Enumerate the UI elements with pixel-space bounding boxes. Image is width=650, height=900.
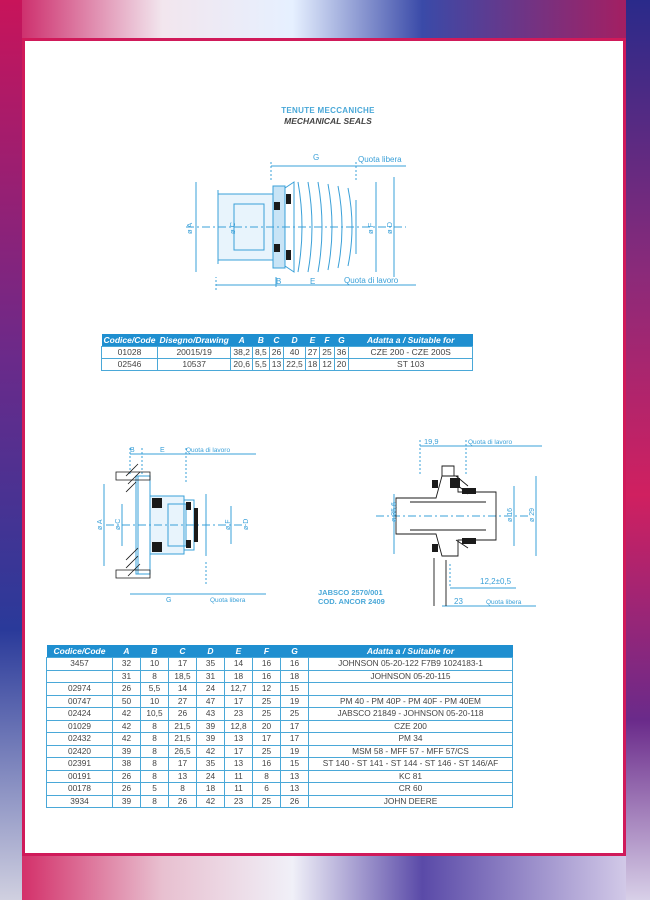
table-row [47, 708, 513, 721]
jabsco-caption-line2: COD. ANCOR 2409 [318, 597, 385, 606]
cell: ST 103 [349, 359, 473, 371]
cell: 31 [197, 670, 225, 683]
cell: 12 [320, 359, 334, 371]
cell: 26,5 [169, 745, 197, 758]
cell: 20,6 [231, 359, 253, 371]
cell: 3457 [47, 658, 113, 671]
table-row [47, 695, 513, 708]
cell: 13 [269, 359, 283, 371]
cell: 23 [225, 795, 253, 808]
col-header: B [141, 645, 169, 658]
col-header: Adatta a / Suitable for [349, 334, 473, 347]
cell: 16 [253, 658, 281, 671]
dim-c-label: ø C [115, 518, 122, 530]
cell: 23 [225, 708, 253, 721]
col-header: Disegno/Drawing [159, 335, 229, 345]
col-header: G [334, 334, 348, 347]
frame-top [0, 0, 650, 38]
cell: 8 [141, 733, 169, 746]
cell: KC 81 [309, 770, 513, 783]
cell: 16 [253, 758, 281, 771]
cell: 39 [113, 745, 141, 758]
cell: 13 [169, 770, 197, 783]
cell: 5 [141, 783, 169, 796]
table-row [47, 783, 513, 796]
page-title-english: MECHANICAL SEALS [284, 116, 372, 126]
col-header: F [253, 645, 281, 658]
dim-b-label: B [276, 277, 282, 286]
col-header: D [197, 645, 225, 658]
cell: 18 [225, 670, 253, 683]
cell: 27 [305, 347, 319, 359]
seal-drawing-2 [86, 444, 266, 606]
col-header: Adatta a / Suitable for [309, 645, 513, 658]
cell: 39 [113, 795, 141, 808]
cell: 8 [141, 795, 169, 808]
cell: 38 [113, 758, 141, 771]
cell: 02974 [47, 683, 113, 696]
cell: 11 [225, 783, 253, 796]
seal-drawing-1 [176, 142, 436, 292]
dim-d-label: ø D [243, 518, 250, 530]
cell: 8 [141, 770, 169, 783]
cell: 17 [253, 733, 281, 746]
cell: 25 [253, 695, 281, 708]
cell: 00191 [47, 770, 113, 783]
cell: 43 [197, 708, 225, 721]
cell: 39 [197, 733, 225, 746]
cell: 15 [281, 683, 309, 696]
quota-libera-label: Quota libera [358, 155, 402, 164]
cell: 25 [253, 795, 281, 808]
page-content [26, 42, 622, 852]
col-header: Codice/Code [103, 335, 156, 345]
cell: 13 [281, 783, 309, 796]
cell: 18 [305, 359, 319, 371]
cell: 42 [197, 745, 225, 758]
cell: 32 [113, 658, 141, 671]
cell: 8 [141, 720, 169, 733]
dim-f-label: ø F [366, 222, 375, 234]
dim-f-label: ø F [225, 519, 232, 530]
cell: 16 [253, 670, 281, 683]
cell: 8 [141, 745, 169, 758]
dim-b-label: B [130, 447, 135, 454]
cell: 10,5 [141, 708, 169, 721]
cell: 17 [225, 745, 253, 758]
cell: 35 [197, 658, 225, 671]
cell: 50 [113, 695, 141, 708]
cell: 11 [225, 770, 253, 783]
cell: 27 [169, 695, 197, 708]
cell: CR 60 [309, 783, 513, 796]
frame-right [626, 0, 650, 900]
table-row [47, 770, 513, 783]
table-row [102, 347, 473, 359]
cell: 25 [281, 708, 309, 721]
dim-d-label: ø D [385, 221, 394, 234]
cell: 40 [284, 347, 306, 359]
cell: 02546 [102, 359, 158, 371]
cell: 22,5 [284, 359, 306, 371]
cell: MSM 58 - MFF 57 - MFF 57/CS [309, 745, 513, 758]
col-header: E [305, 334, 319, 347]
cell: 39 [197, 720, 225, 733]
col-header: E [225, 645, 253, 658]
cell: JOHN DEERE [309, 795, 513, 808]
cell: ST 140 - ST 141 - ST 144 - ST 146 - ST 146/AF [309, 758, 513, 771]
table-row [47, 658, 513, 671]
cell: 18 [197, 783, 225, 796]
cell: 26 [281, 795, 309, 808]
cell: 8 [141, 670, 169, 683]
cell: 13 [225, 758, 253, 771]
cell: 42 [113, 720, 141, 733]
cell: JABSCO 21849 - JOHNSON 05-20-118 [309, 708, 513, 721]
cell: 31 [113, 670, 141, 683]
cell: 17 [281, 733, 309, 746]
quota-di-lavoro-label: Quota di lavoro [468, 439, 513, 446]
cell: 01029 [47, 720, 113, 733]
frame-bottom [0, 856, 650, 900]
cell: 18 [281, 670, 309, 683]
cell: 25 [320, 347, 334, 359]
dim-23-label: 23 [454, 597, 463, 606]
frame-left [0, 0, 22, 900]
cell: 6 [253, 783, 281, 796]
cell: CZE 200 [309, 720, 513, 733]
cell: 21,5 [169, 733, 197, 746]
dim-a-label: ø A [97, 519, 104, 530]
cell: 10 [141, 658, 169, 671]
table-body [47, 658, 513, 808]
cell: 25 [253, 745, 281, 758]
cell: 12 [253, 683, 281, 696]
dim-19-9-label: 19,9 [424, 437, 439, 446]
cell: 17 [281, 720, 309, 733]
cell: 14 [169, 683, 197, 696]
col-header: C [269, 334, 283, 347]
cell: 17 [225, 695, 253, 708]
cell: 02391 [47, 758, 113, 771]
cell: 19 [281, 695, 309, 708]
quota-di-lavoro-label: Quota di lavoro [344, 276, 399, 285]
cell: 5,5 [141, 683, 169, 696]
cell: 36 [334, 347, 348, 359]
table-row [47, 733, 513, 746]
cell: 13 [225, 733, 253, 746]
cell: 02432 [47, 733, 113, 746]
cell: 17 [169, 658, 197, 671]
cell: 38,2 [231, 347, 253, 359]
col-header: D [284, 334, 306, 347]
cell: 8 [169, 783, 197, 796]
dim-g-label: G [166, 597, 172, 604]
col-header: B [252, 334, 269, 347]
col-header: F [320, 334, 334, 347]
cell: 20 [253, 720, 281, 733]
quota-libera-label: Quota libera [486, 599, 522, 606]
table-header-row [102, 334, 473, 347]
cell: 25 [253, 708, 281, 721]
cell: 00747 [47, 695, 113, 708]
col-header: A [231, 334, 253, 347]
dim-g-label: G [313, 153, 320, 162]
table-row [47, 758, 513, 771]
cell: 8 [141, 758, 169, 771]
cell: 26 [169, 708, 197, 721]
cell [309, 683, 513, 696]
cell: 3934 [47, 795, 113, 808]
cell: 26 [169, 795, 197, 808]
cell: 42 [113, 733, 141, 746]
cell: 12,8 [225, 720, 253, 733]
cell: 16 [281, 658, 309, 671]
cell: 5,5 [252, 359, 269, 371]
cell: JOHNSON 05-20-115 [309, 670, 513, 683]
col-header: A [113, 645, 141, 658]
cell: 21,5 [169, 720, 197, 733]
cell: 17 [169, 758, 197, 771]
cell: 26 [113, 770, 141, 783]
dim-12-2-label: 12,2±0,5 [480, 577, 512, 586]
table-row [47, 720, 513, 733]
cell: 15 [281, 758, 309, 771]
col-header: G [281, 645, 309, 658]
cell: 26 [269, 347, 283, 359]
cell: 35 [197, 758, 225, 771]
catalog-page [22, 38, 626, 856]
cell: 26 [113, 783, 141, 796]
cell: 42 [197, 795, 225, 808]
cell: 13 [281, 770, 309, 783]
col-header: Codice/Code [47, 645, 113, 658]
dim-e-label: E [160, 447, 165, 454]
cell: 24 [197, 683, 225, 696]
cell: 01028 [102, 347, 158, 359]
table-row [47, 745, 513, 758]
table-header-row [47, 645, 513, 658]
cell: 19 [281, 745, 309, 758]
cell: PM 40 - PM 40P - PM 40F - PM 40EM [309, 695, 513, 708]
cell: CZE 200 - CZE 200S [349, 347, 473, 359]
cell: 24 [197, 770, 225, 783]
col-header: C [169, 645, 197, 658]
cell: 42 [113, 708, 141, 721]
cell: 18,5 [169, 670, 197, 683]
table-row [47, 683, 513, 696]
cell: 02420 [47, 745, 113, 758]
seal-table-1 [101, 334, 473, 371]
cell: 8 [253, 770, 281, 783]
dim-16-label: ø 16 [507, 507, 514, 522]
dim-29-label: ø 29 [529, 507, 536, 522]
cell: 20 [334, 359, 348, 371]
cell: 00178 [47, 783, 113, 796]
cell: 02424 [47, 708, 113, 721]
cell: 26 [113, 683, 141, 696]
cell: 10537 [157, 359, 230, 371]
table-row [47, 795, 513, 808]
table-row [47, 670, 513, 683]
cell: 10 [141, 695, 169, 708]
jabsco-caption [318, 588, 385, 606]
table-row [102, 359, 473, 371]
page-title-italian: TENUTE MECCANICHE [281, 106, 375, 115]
cell [47, 670, 113, 683]
jabsco-caption-line1: JABSCO 2570/001 [318, 588, 383, 597]
cell: 20015/19 [157, 347, 230, 359]
cell: 12,7 [225, 683, 253, 696]
dim-e-label: E [310, 277, 316, 286]
cell: 47 [197, 695, 225, 708]
dim-c-label: ø C [228, 221, 237, 234]
cell: 8,5 [252, 347, 269, 359]
quota-di-lavoro-label: Quota di lavoro [186, 447, 231, 454]
dim-a-label: ø A [185, 222, 194, 234]
dim-35-6-label: ø 35,6 [391, 502, 398, 522]
cell: 14 [225, 658, 253, 671]
cell: PM 34 [309, 733, 513, 746]
seal-table-2 [46, 645, 513, 808]
cell: JOHNSON 05-20-122 F7B9 1024183-1 [309, 658, 513, 671]
quota-libera-label: Quota libera [210, 597, 246, 604]
